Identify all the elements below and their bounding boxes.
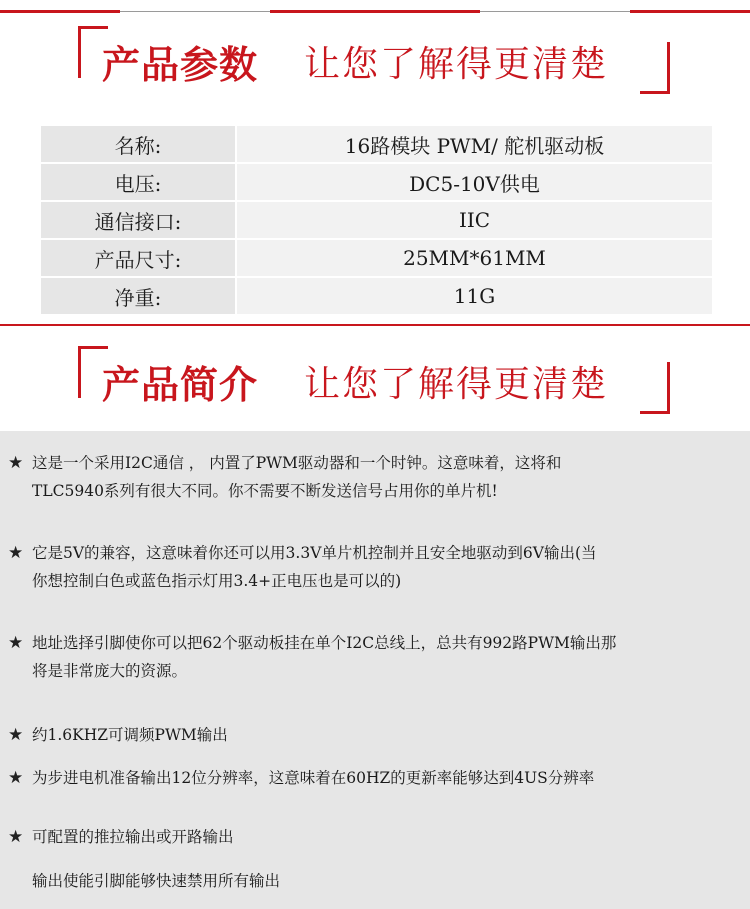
table-row xyxy=(41,201,712,239)
star-icon: ★ xyxy=(8,453,24,473)
star-icon: ★ xyxy=(8,543,24,563)
section-divider xyxy=(0,324,750,326)
list-item: ★ 为步进电机准备输出12位分辨率，这意味着在60HZ的更新率能够达到4US分辨率 xyxy=(8,764,594,792)
param-key: 产品尺寸: xyxy=(41,239,236,277)
param-key: 净重: xyxy=(41,277,236,315)
param-value: DC5-10V供电 xyxy=(236,163,712,201)
param-value: 16路模块 PWM/ 舵机驱动板 xyxy=(236,126,712,163)
intro-heading-title: 产品简介 xyxy=(102,363,259,407)
star-icon: ★ xyxy=(8,633,24,653)
list-item: ★ 它是5V的兼容，这意味着你还可以用3.3V单片机控制并且安全地驱动到6V输出(当 你想控制白色或蓝色指示灯用3.4+正电压也是可以的) xyxy=(8,539,597,595)
star-icon: ★ xyxy=(8,725,24,745)
star-icon: ★ xyxy=(8,768,24,788)
intro-heading-subtitle: 让您了解得更清楚 xyxy=(304,364,609,405)
table-row xyxy=(41,239,712,277)
list-item: ★ 约1.6KHZ可调频PWM输出 xyxy=(8,721,228,749)
param-key: 名称: xyxy=(41,126,236,163)
params-table xyxy=(41,126,712,316)
list-item: ★ 这是一个采用I2C通信 ， 内置了PWM驱动器和一个时钟。这意味着，这将和 TLC5940系列有很大不同。你不需要不断发送信号占用你的单片机! xyxy=(8,449,561,505)
param-value: 11G xyxy=(236,277,712,315)
params-heading-subtitle: 让您了解得更清楚 xyxy=(304,44,609,85)
table-row xyxy=(41,126,712,163)
table-row xyxy=(41,163,712,201)
param-value: 25MM*61MM xyxy=(236,239,712,277)
param-key: 通信接口: xyxy=(41,201,236,239)
star-icon: ★ xyxy=(8,827,24,847)
table-row xyxy=(41,277,712,315)
param-value: IIC xyxy=(236,201,712,239)
list-item: ★ 可配置的推拉输出或开路输出 输出使能引脚能够快速禁用所有输出 xyxy=(8,823,280,895)
intro-heading xyxy=(78,346,670,414)
top-decoration xyxy=(0,0,750,14)
intro-panel xyxy=(0,431,750,909)
params-heading xyxy=(78,26,670,94)
param-key: 电压: xyxy=(41,163,236,201)
list-item: ★ 地址选择引脚使你可以把62个驱动板挂在单个I2C总线上，总共有992路PWM输出那 将是非常庞大的资源。 xyxy=(8,629,616,685)
params-heading-title: 产品参数 xyxy=(102,43,259,87)
